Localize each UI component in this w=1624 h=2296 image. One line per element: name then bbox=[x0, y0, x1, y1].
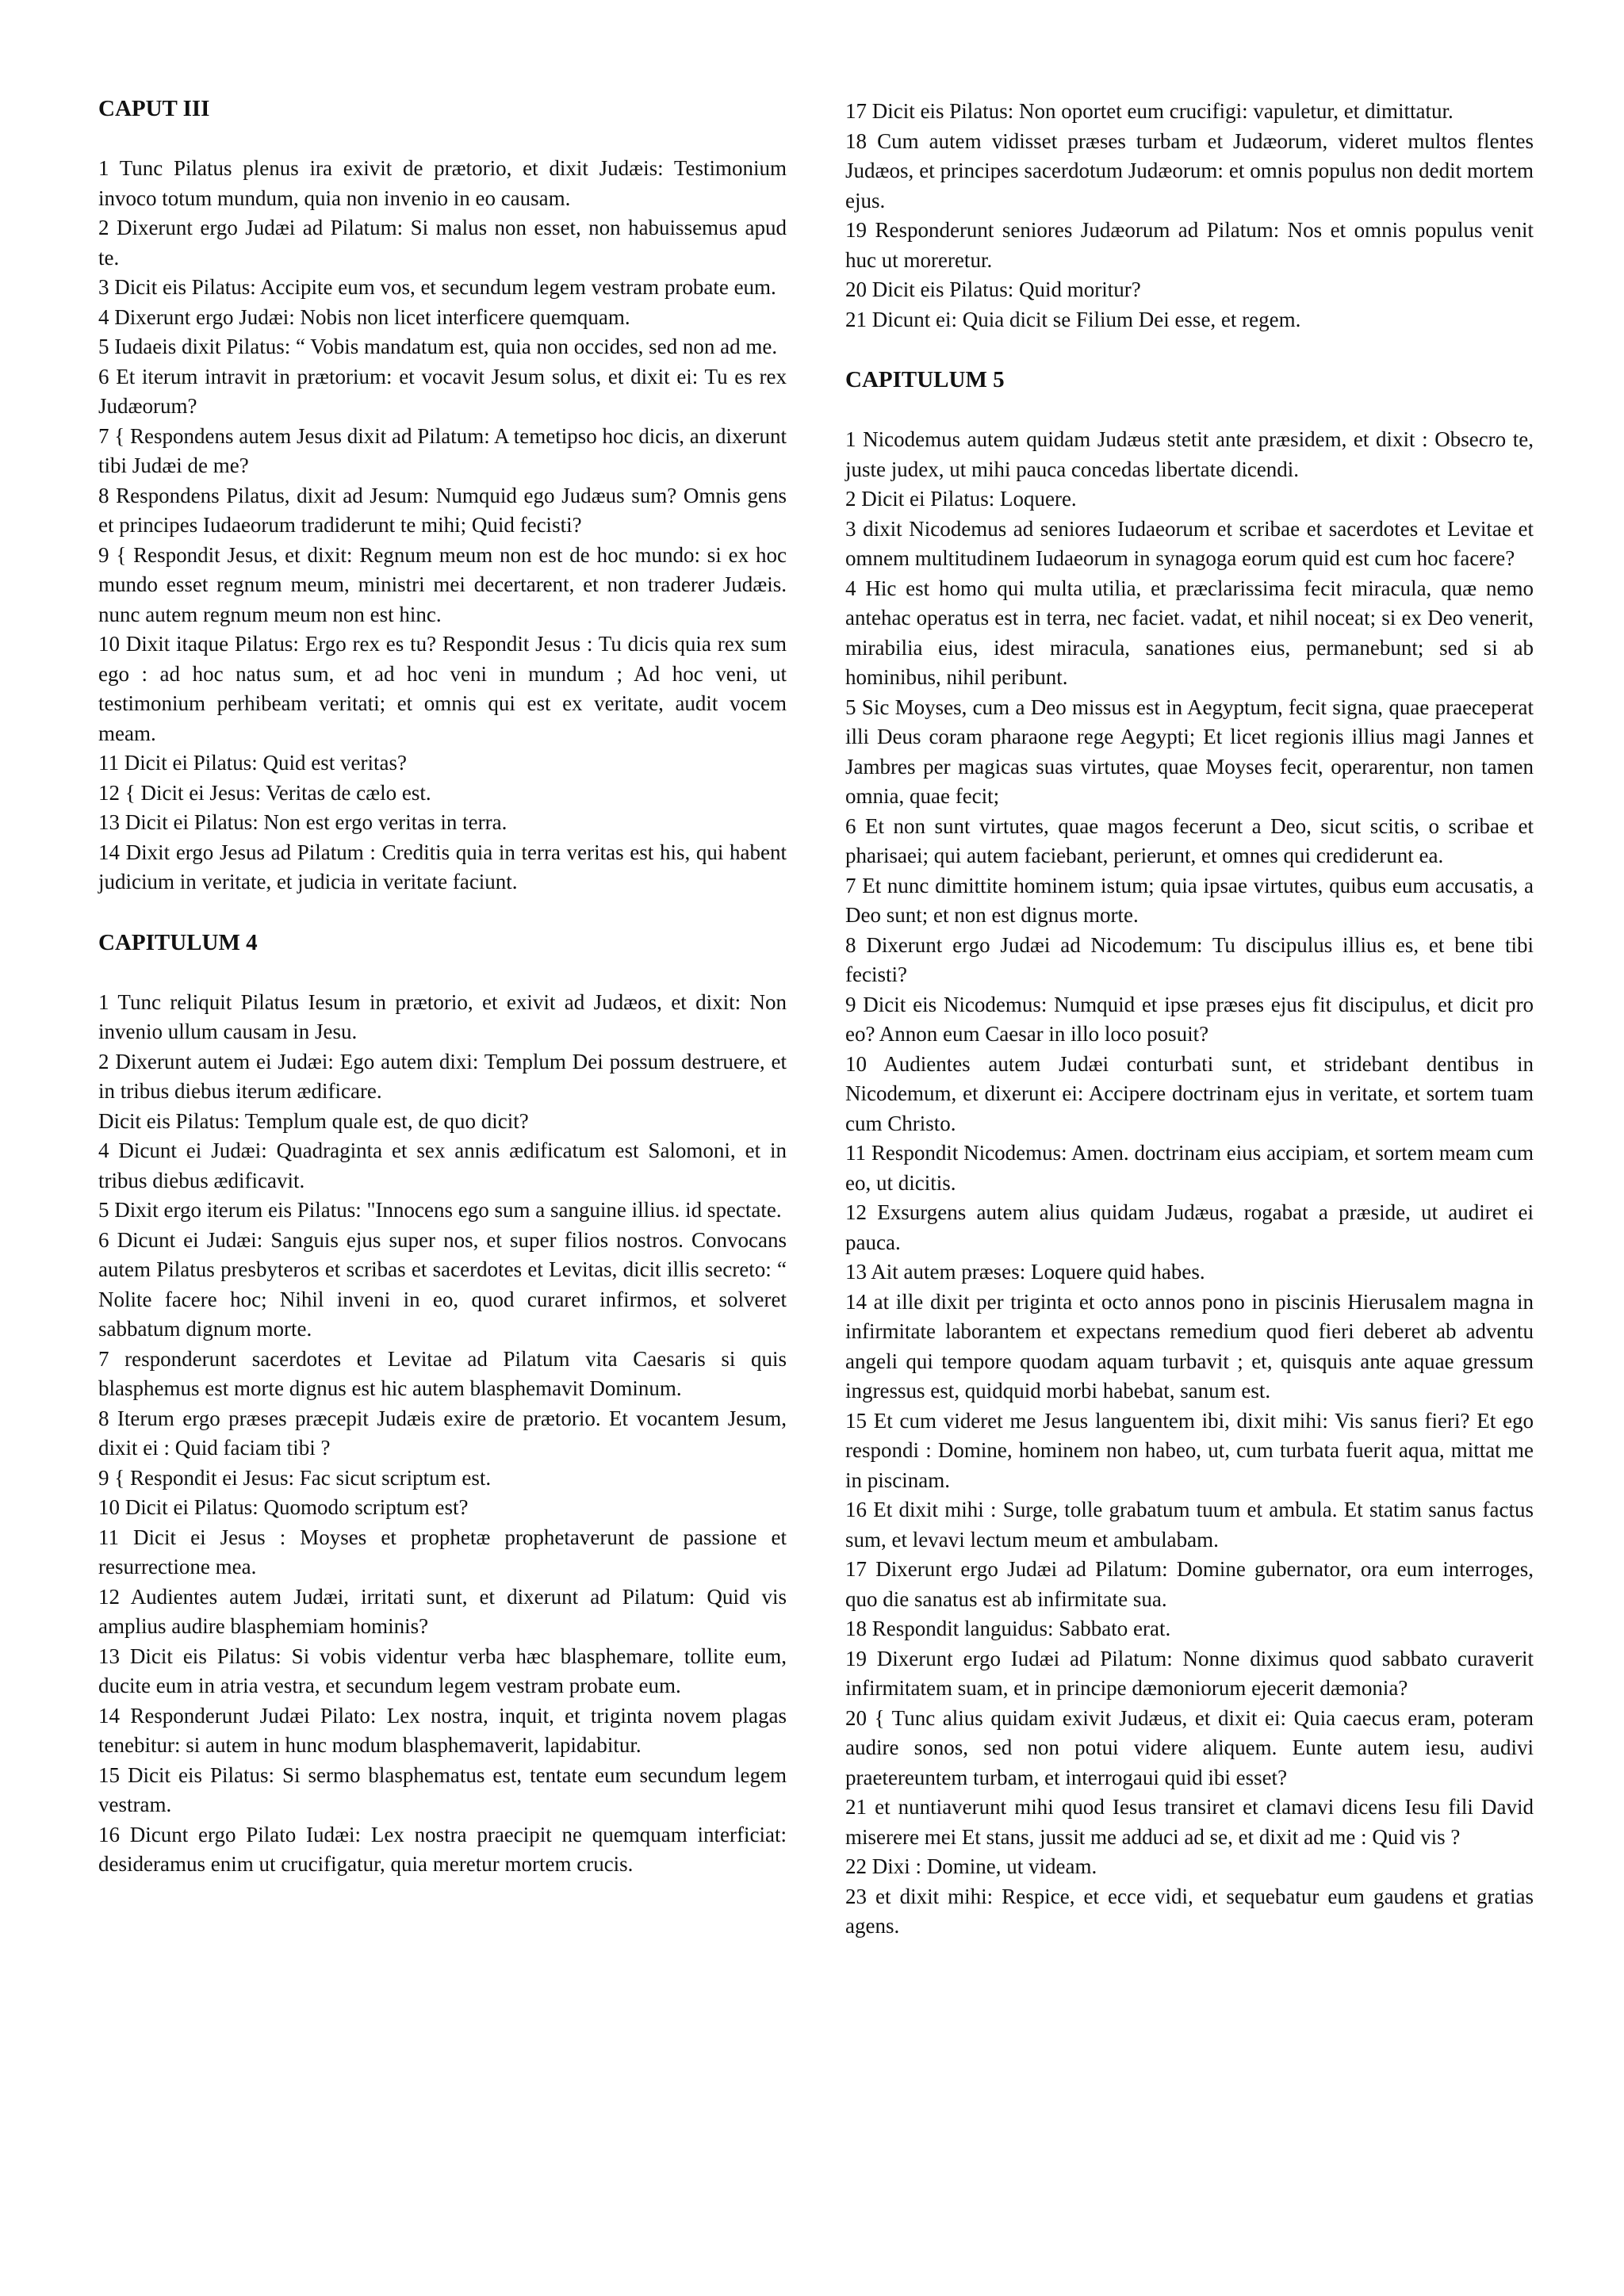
verse: 17 Dicit eis Pilatus: Non oportet eum crucifigi: vapuletur, et dimittatur. bbox=[845, 99, 1454, 123]
verse: 10 Dixit itaque Pilatus: Ergo rex es tu? Respondit Jesus : Tu dicis quia rex sum ego : ad hoc natus sum, et ad hoc veni in mundum ; Ad hoc veni, ut testimonium perhibeam veritati; et omnis qui est ex veritate, audit vocem meam. bbox=[98, 632, 787, 745]
verse: 1 Nicodemus autem quidam Judæus stetit ante præsidem, et dixit : Obsecro te, juste judex, ut mihi pauca concedas libertate dicendi. bbox=[845, 427, 1534, 481]
verse: 13 Dicit eis Pilatus: Si vobis videntur verba hæc blasphemare, tollite eum, ducite eum in atria vestra, et secundum legem vestram probate eum. bbox=[98, 1644, 787, 1697]
verse: 18 Respondit languidus: Sabbato erat. bbox=[845, 1617, 1171, 1640]
verse: 8 Respondens Pilatus, dixit ad Jesum: Numquid ego Judæus sum? Omnis gens et principes Iudaeorum tradiderunt te mihi; Quid fecisti? bbox=[98, 483, 787, 537]
verse: 17 Dixerunt ergo Judæi ad Pilatum: Domine gubernator, ora eum interroges, quo die sanatus est ab infirmitate sua. bbox=[845, 1557, 1534, 1611]
verse: 16 Et dixit mihi : Surge, tolle grabatum tuum et ambula. Et statim sanus factus sum, et levavi lectum meum et ambulabam. bbox=[845, 1498, 1534, 1552]
verse: 22 Dixi : Domine, ut videam. bbox=[845, 1854, 1097, 1878]
verse: 16 Dicunt ergo Pilato Iudæi: Lex nostra praecipit ne quemquam interficiat: desideramus enim ut crucifigatur, quia meretur mortem crucis. bbox=[98, 1822, 787, 1876]
verse: 10 Dicit ei Pilatus: Quomodo scriptum est? bbox=[98, 1495, 469, 1519]
verse: 6 Dicunt ei Judæi: Sanguis ejus super nos, et super filios nostros. Convocans autem Pilatus presbyteros et scribas et sacerdotes et Levitas, dicit illis secreto: “ Nolite facere hoc; Nihil inveni in eo, quod curaret infirmos, et solveret sabbatum dignum morte. bbox=[98, 1227, 787, 1341]
chapter-heading-caput-iii: CAPUT III bbox=[98, 96, 210, 121]
verse: 9 { Respondit ei Jesus: Fac sicut scriptum est. bbox=[98, 1465, 492, 1490]
verse: 2 Dicit ei Pilatus: Loquere. bbox=[845, 487, 1077, 511]
verse: 9 { Respondit Jesus, et dixit: Regnum meum non est de hoc mundo: si ex hoc mundo esset regnum meum, ministri mei decertarent, et non traderer Judæis. nunc autem regnum meum non est hinc. bbox=[98, 542, 787, 626]
verse: 7 { Respondens autem Jesus dixit ad Pilatum: A temetipso hoc dicis, an dixerunt tibi Judæi de me? bbox=[98, 423, 787, 477]
verse: 11 Dicit ei Jesus : Moyses et prophetæ prophetaverunt de passione et resurrectione mea. bbox=[98, 1525, 787, 1578]
verse: 2 Dixerunt autem ei Judæi: Ego autem dixi: Templum Dei possum destruere, et in tribus diebus iterum ædificare. bbox=[98, 1049, 787, 1103]
verse: 23 et dixit mihi: Respice, et ecce vidi, et sequebatur eum gaudens et gratias agens. bbox=[845, 1884, 1534, 1938]
verse: 15 Dicit eis Pilatus: Si sermo blasphematus est, tentate eum secundum legem vestram. bbox=[98, 1762, 787, 1816]
verse: 11 Respondit Nicodemus: Amen. doctrinam eius accipiam, et sortem meam cum eo, ut dicitis. bbox=[845, 1141, 1534, 1195]
verse: 13 Ait autem præses: Loquere quid habes. bbox=[845, 1260, 1205, 1284]
verse: 5 Iudaeis dixit Pilatus: “ Vobis mandatum est, quia non occides, sed non ad me. bbox=[98, 335, 778, 358]
verse: 1 Tunc Pilatus plenus ira exivit de prætorio, et dixit Judæis: Testimonium invoco totum mundum, quia non invenio in eo causam. bbox=[98, 156, 787, 210]
verse: 19 Dixerunt ergo Iudæi ad Pilatum: Nonne diximus quod sabbato curaverit infirmitatem suam, et in principe dæmoniorum ejecerit dæmonia? bbox=[845, 1646, 1534, 1700]
verse: 14 at ille dixit per triginta et octo annos pono in piscinis Hierusalem magna in infirmitate laborantem et expectans remedium quod fieri deberet ab adventu angeli qui tempore quodam aquam turbavit ; et, quisquis ante aquae gressum ingressus est, quidquid morbi habebat, sanum est. bbox=[845, 1289, 1534, 1402]
verse: 2 Dixerunt ergo Judæi ad Pilatum: Si malus non esset, non habuissemus apud te. bbox=[98, 216, 787, 270]
verse: 19 Responderunt seniores Judæorum ad Pilatum: Nos et omnis populus venit huc ut moreretur. bbox=[845, 218, 1534, 272]
verse-list-caput-iii bbox=[98, 154, 787, 897]
chapter-heading-capitulum-5: CAPITULUM 5 bbox=[845, 367, 1005, 392]
verse: 15 Et cum videret me Jesus languentem ibi, dixit mihi: Vis sanus fieri? Et ego respondi : Domine, hominem non habeo, ut, cum turbata fuerit aqua, mittat me in piscinam. bbox=[845, 1408, 1534, 1492]
verse: 21 et nuntiaverunt mihi quod Iesus transiret et clamavi dicens Iesu fili David miserere mei Et stans, jussit me adduci ad se, et dixit ad me : Quid vis ? bbox=[845, 1795, 1534, 1849]
verse: 6 Et non sunt virtutes, quae magos fecerunt a Deo, sicut scitis, o scribae et pharisaei; qui autem faciebant, perierunt, et omnes qui crediderunt ea. bbox=[845, 813, 1534, 867]
left-column bbox=[98, 94, 787, 1880]
verse: 18 Cum autem vidisset præses turbam et Judæorum, videret multos flentes Judæos, et principes sacerdotum Judæorum: et omnis populus non dedit mortem ejus. bbox=[845, 128, 1534, 212]
verse: 14 Dixit ergo Jesus ad Pilatum : Creditis quia in terra veritas est his, qui habent judicium in veritate, et judicia in veritate faciunt. bbox=[98, 840, 787, 894]
verse: 4 Dixerunt ergo Judæi: Nobis non licet interficere quemquam. bbox=[98, 304, 630, 329]
verse: 12 Exsurgens autem alius quidam Judæus, rogabat a præside, ut audiret ei pauca. bbox=[845, 1200, 1534, 1254]
verse: 6 Et iterum intravit in prætorium: et vocavit Jesum solus, et dixit ei: Tu es rex Judæorum? bbox=[98, 364, 787, 418]
verse: 13 Dicit ei Pilatus: Non est ergo veritas in terra. bbox=[98, 810, 508, 834]
chapter-heading-capitulum-4: CAPITULUM 4 bbox=[98, 929, 258, 955]
verse: 20 Dicit eis Pilatus: Quid moritur? bbox=[845, 277, 1141, 301]
verse-list-capitulum-4 bbox=[98, 988, 787, 1880]
verse-list-continued bbox=[845, 97, 1534, 335]
verse: 1 Tunc reliquit Pilatus Iesum in prætorio, et exivit ad Judæos, et dixit: Non invenio ullum causam in Jesu. bbox=[98, 989, 787, 1043]
verse: 8 Iterum ergo præses præcepit Judæis exire de prætorio. Et vocantem Jesum, dixit ei : Quid faciam tibi ? bbox=[98, 1406, 787, 1460]
verse: 14 Responderunt Judæi Pilato: Lex nostra, inquit, et triginta novem plagas tenebitur: si autem in hunc modum blasphemaverit, lapidabitur. bbox=[98, 1703, 787, 1757]
verse: 5 Dixit ergo iterum eis Pilatus: "Innocens ego sum a sanguine illius. id spectate. bbox=[98, 1198, 782, 1222]
verse: 5 Sic Moyses, cum a Deo missus est in Aegyptum, fecit signa, quae praeceperat illi Deus coram pharaone rege Aegypti; Et licet regionis illius magi Jannes et Jambres per magicas suas virtutes, quae Moyses fecit, operarentur, non tamen omnia, quae fecit; bbox=[845, 695, 1534, 808]
verse: 3 Dicit eis Pilatus: Accipite eum vos, et secundum legem vestram probate eum. bbox=[98, 275, 776, 299]
right-column bbox=[845, 97, 1534, 1942]
verse: 20 { Tunc alius quidam exivit Judæus, et dixit ei: Quia caecus eram, poteram audire sonos, sed non potui videre aliquem. Eunte autem iesu, audivi praetereuntem turbam, et interrogaui quid ibi esset? bbox=[845, 1705, 1534, 1789]
verse: 12 Audientes autem Judæi, irritati sunt, et dixerunt ad Pilatum: Quid vis amplius audire blasphemiam hominis? bbox=[98, 1584, 787, 1638]
verse: 9 Dicit eis Nicodemus: Numquid et ipse præses ejus fit discipulus, et dicit pro eo? Annon eum Caesar in illo loco posuit? bbox=[845, 992, 1534, 1046]
verse: 3 dixit Nicodemus ad seniores Iudaeorum et scribae et sacerdotes et Levitae et omnem multitudinem Iudaeorum in synagoga eorum quid est cum hoc facere? bbox=[845, 516, 1534, 570]
verse: 12 { Dicit ei Jesus: Veritas de cælo est. bbox=[98, 780, 431, 805]
verse: 4 Hic est homo qui multa utilia, et præclarissima fecit miracula, quæ nemo antehac operatus est in terra, nec faciet. vadat, et nihil noceat; si ex Deo venerit, mirabilia eius, idest miracula, sanationes eius, permanebunt; sed si ab hominibus, nihil peribunt. bbox=[845, 576, 1534, 689]
verse: 11 Dicit ei Pilatus: Quid est veritas? bbox=[98, 751, 407, 775]
verse: 7 Et nunc dimittite hominem istum; quia ipsae virtutes, quibus eum accusatis, a Deo sunt; et non est dignus morte. bbox=[845, 873, 1534, 927]
verse: 21 Dicunt ei: Quia dicit se Filium Dei esse, et regem. bbox=[845, 307, 1301, 331]
verse: 10 Audientes autem Judæi conturbati sunt, et stridebant dentibus in Nicodemum, et dixerunt ei: Accipere doctrinam ejus in veritate, et sortem tuam cum Christo. bbox=[845, 1051, 1534, 1135]
verse: 4 Dicunt ei Judæi: Quadraginta et sex annis ædificatum est Salomoni, et in tribus diebus ædificavit. bbox=[98, 1138, 787, 1192]
verse: Dicit eis Pilatus: Templum quale est, de quo dicit? bbox=[98, 1108, 529, 1133]
verse: 7 responderunt sacerdotes et Levitae ad Pilatum vita Caesaris si quis blasphemus est morte dignus est hic autem blasphemavit Dominum. bbox=[98, 1346, 787, 1400]
verse-list-capitulum-5 bbox=[845, 425, 1534, 1942]
verse: 8 Dixerunt ergo Judæi ad Nicodemum: Tu discipulus illius es, et bene tibi fecisti? bbox=[845, 932, 1534, 986]
